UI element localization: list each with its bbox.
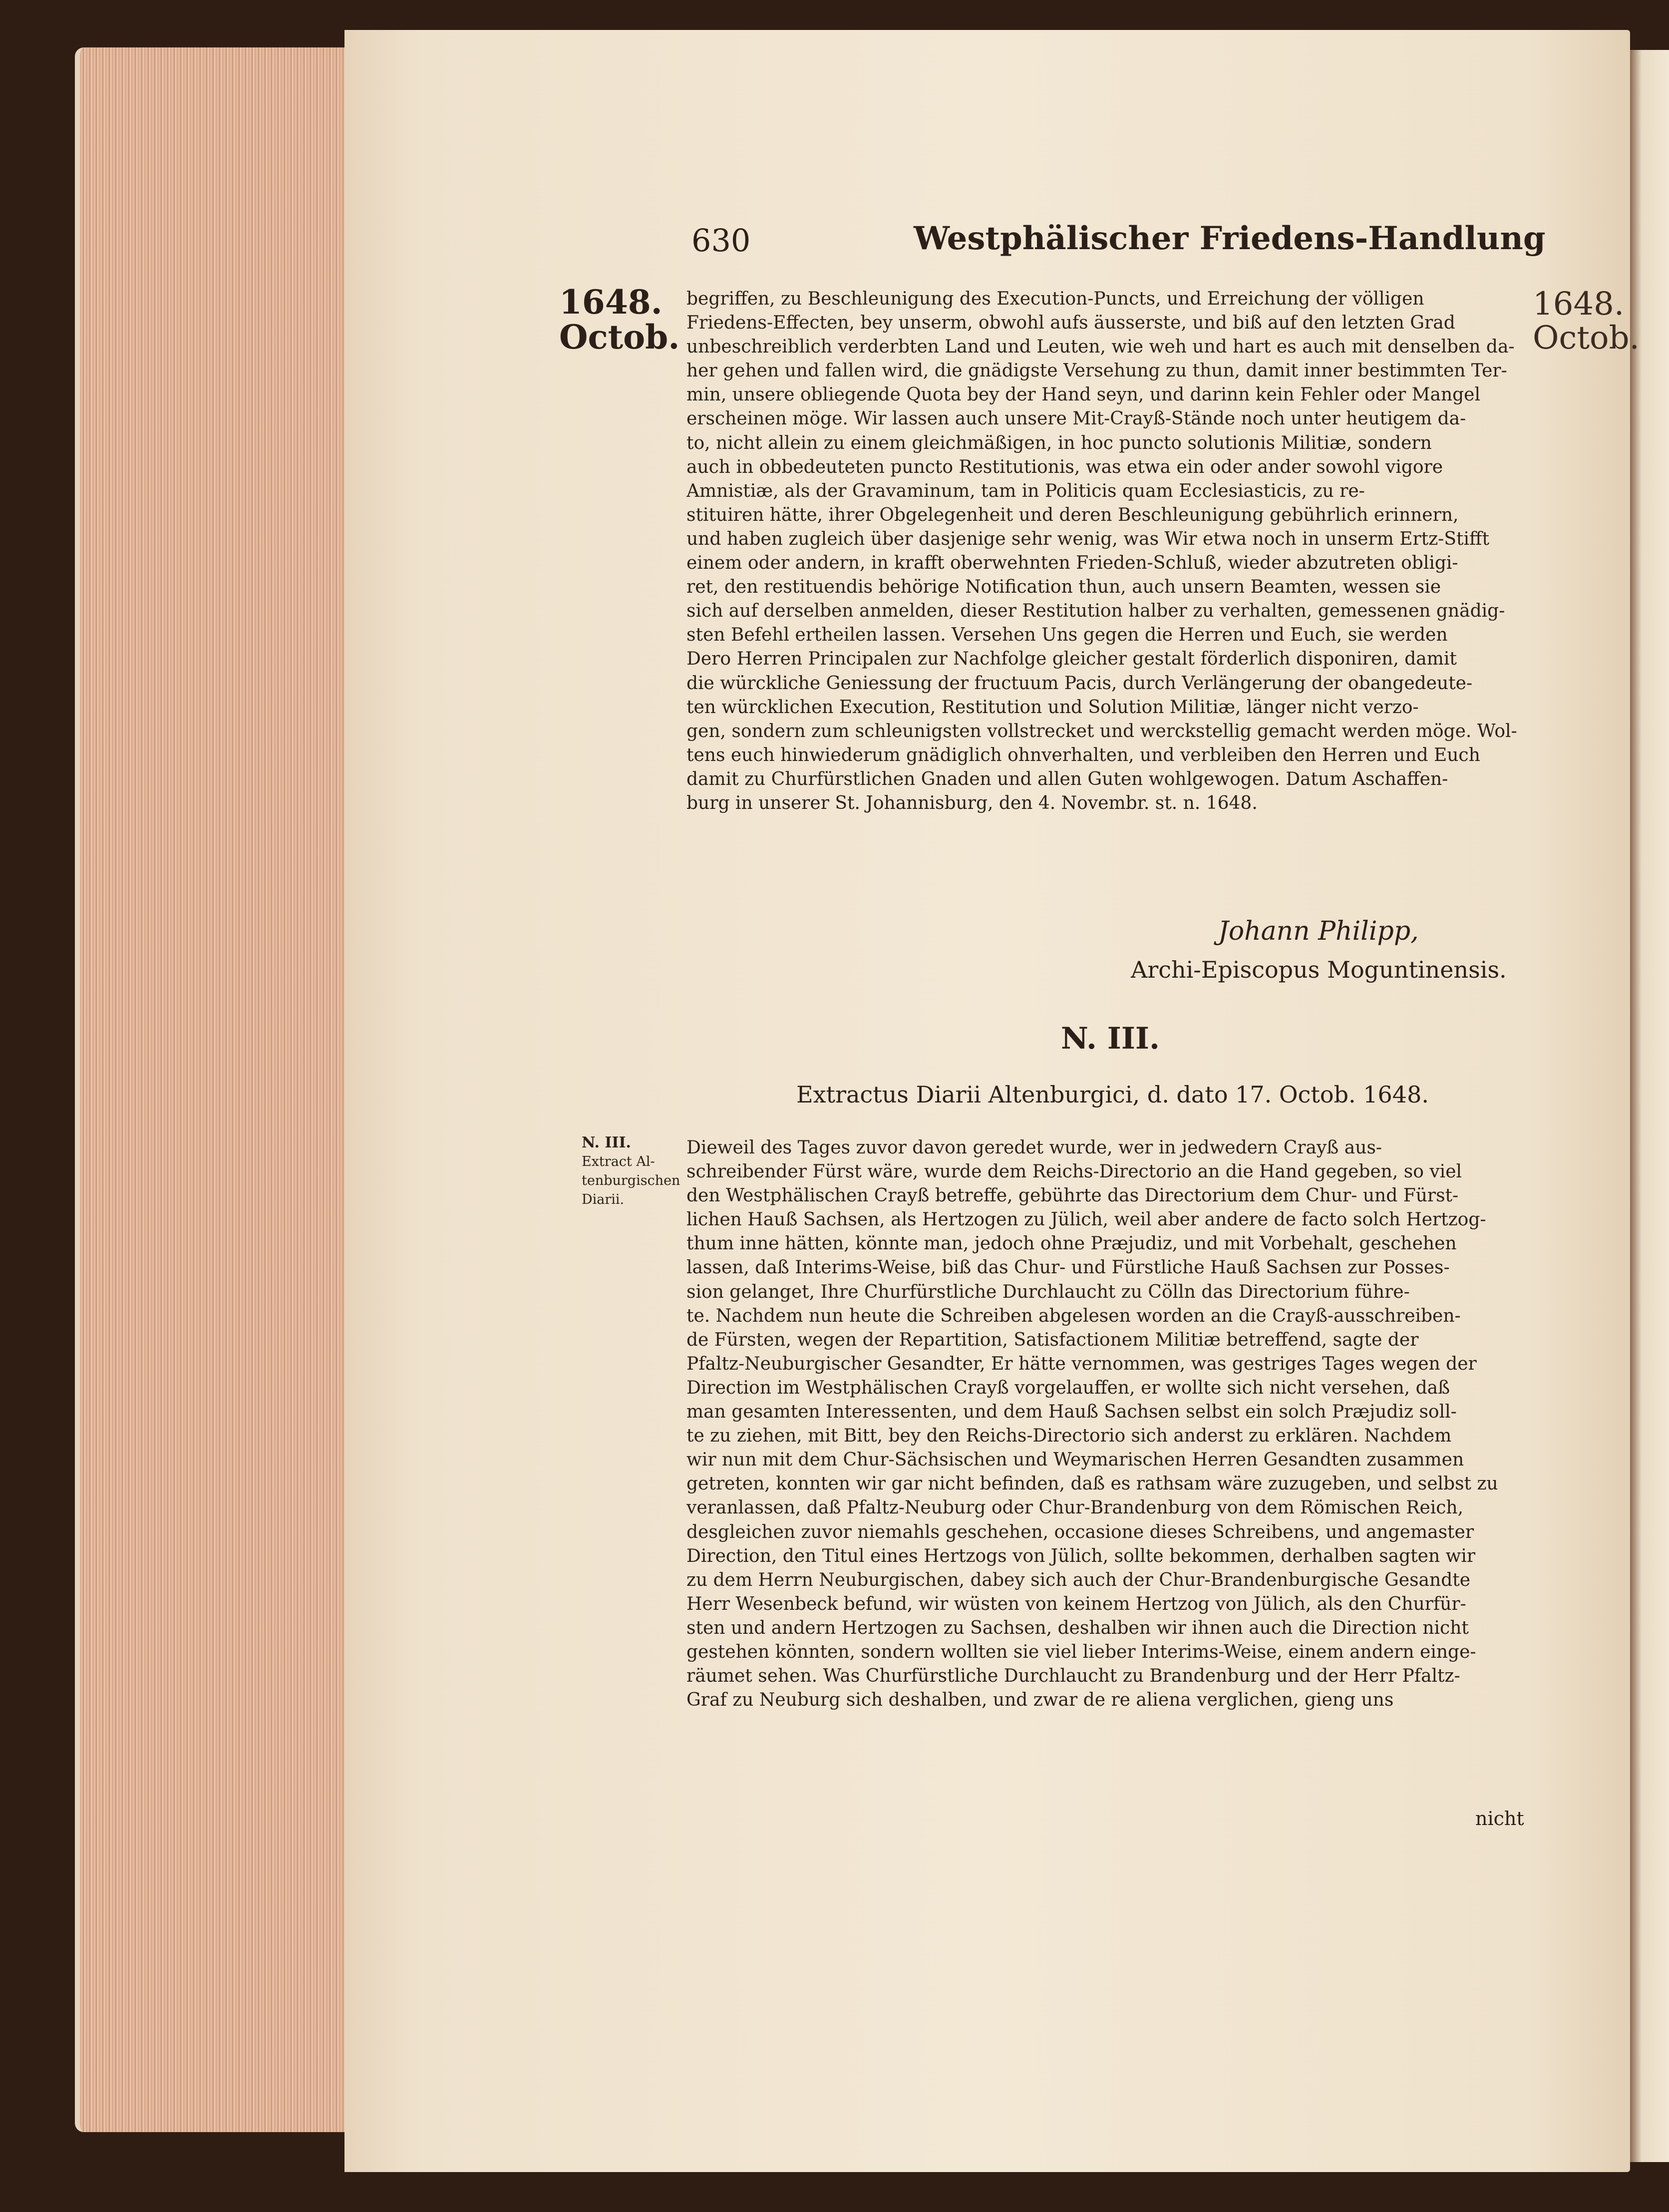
text-line: tens euch hinwiederum gnädiglich ohnverhalten, und verbleiben den Herren und Euch	[686, 744, 1480, 765]
margin-note-line: N. III.	[582, 1134, 631, 1151]
text-line: te zu ziehen, mit Bitt, bey den Reichs-Directorio sich anderst zu erklären. Nachdem	[686, 1426, 1452, 1447]
text-line: Direction im Westphälischen Crayß vorgelauffen, er wollte sich nicht versehen, daß	[686, 1377, 1450, 1398]
text-line: sion gelanget, Ihre Churfürstliche Durchlaucht zu Cölln das Directorium führe-	[686, 1281, 1410, 1302]
text-line: erscheinen möge. Wir lassen auch unsere Mit-Crayß-Stände noch unter heutigem da-	[686, 408, 1466, 429]
date-marker-right	[1533, 287, 1640, 355]
text-line: die würckliche Geniessung der fructuum Pacis, durch Verlängerung der obangedeute-	[686, 673, 1473, 694]
date-month: Octob.	[559, 318, 680, 357]
signature-title: Archi-Episcopus Moguntinensis.	[1131, 956, 1507, 983]
date-year: 1648.	[1533, 286, 1625, 323]
signature-name: Johann Philipp,	[1218, 916, 1419, 946]
text-line: man gesamten Interessenten, und dem Hauß Sachsen selbst ein solch Præjudiz soll-	[686, 1402, 1457, 1423]
text-line: auch in obbedeuteten puncto Restitutionis, was etwa ein oder ander sowohl vigore	[686, 456, 1443, 477]
text-line: begriffen, zu Beschleunigung des Execution-Puncts, und Erreichung der völligen	[686, 289, 1424, 309]
date-month: Octob.	[1533, 320, 1640, 357]
margin-note-line: Extract Al-	[582, 1154, 655, 1169]
facing-page-edge	[1630, 50, 1669, 2162]
text-line: sten Befehl ertheilen lassen. Versehen Uns gegen die Herren und Euch, sie werden	[686, 625, 1448, 646]
text-line: räumet sehen. Was Churfürstliche Durchlaucht zu Brandenburg und der Herr Pfaltz-	[686, 1666, 1460, 1687]
page-number: 630	[691, 222, 751, 259]
text-line: sich auf derselben anmelden, dieser Restitution halber zu verhalten, gemessenen gnädig-	[686, 601, 1505, 622]
text-line: to, nicht allein zu einem gleichmäßigen, in hoc puncto solutionis Militiæ, sondern	[686, 432, 1432, 453]
margin-note	[582, 1133, 680, 1209]
text-line: veranlassen, daß Pfaltz-Neuburg oder Chur-Brandenburg von dem Römischen Reich,	[686, 1497, 1464, 1518]
text-line: te. Nachdem nun heute die Schreiben abgelesen worden an die Crayß-ausschreiben-	[686, 1305, 1461, 1326]
text-line: lassen, daß Interims-Weise, biß das Chur- und Fürstliche Hauß Sachsen zur Posses-	[686, 1257, 1450, 1278]
text-line: ten würcklichen Execution, Restitution und Solution Militiæ, länger nicht verzo-	[686, 697, 1419, 718]
text-line: Graf zu Neuburg sich deshalben, und zwar de re aliena verglichen, gieng uns	[686, 1690, 1394, 1711]
letter-text	[686, 287, 1528, 815]
date-year: 1648.	[559, 283, 663, 322]
text-line: Amnistiæ, als der Gravaminum, tam in Politicis quam Ecclesiasticis, zu re-	[686, 480, 1365, 501]
text-line: damit zu Churfürstlichen Gnaden und allen Guten wohlgewogen. Datum Aschaffen-	[686, 768, 1448, 789]
text-line: thum inne hätten, könnte man, jedoch ohne Præjudiz, und mit Vorbehalt, geschehen	[686, 1233, 1457, 1254]
section-title: Extractus Diarii Altenburgici, d. dato 17. Octob. 1648.	[796, 1081, 1429, 1108]
text-line: stituiren hätte, ihrer Obgelegenheit und deren Beschleunigung gebührlich erinnern,	[686, 504, 1459, 525]
text-line: sten und andern Hertzogen zu Sachsen, deshalben wir ihnen auch die Direction nicht	[686, 1617, 1469, 1638]
text-line: unbeschreiblich verderbten Land und Leuten, wie weh und hart es auch mit denselben da-	[686, 337, 1515, 358]
text-line: zu dem Herrn Neuburgischen, dabey sich auch der Chur-Brandenburgische Gesandte	[686, 1569, 1471, 1590]
text-line: Dero Herren Principalen zur Nachfolge gleicher gestalt förderlich disponiren, damit	[686, 649, 1457, 670]
text-line: Direction, den Titul eines Hertzogs von Jülich, sollte bekommen, derhalben sagten wir	[686, 1545, 1476, 1566]
running-title: Westphälischer Friedens-Handlung	[914, 220, 1546, 257]
text-line: her gehen und fallen wird, die gnädigste Versehung zu thun, damit inner bestimmten Ter-	[686, 361, 1507, 381]
text-line: Friedens-Effecten, bey unserm, obwohl aufs äusserste, und biß auf den letzten Grad	[686, 313, 1455, 334]
text-line: ret, den restituendis behörige Notification thun, auch unsern Beamten, wessen sie	[686, 577, 1441, 598]
date-marker-left	[559, 285, 679, 355]
text-line: und haben zugleich über dasjenige sehr wenig, was Wir etwa noch in unserm Ertz-Stifft	[686, 528, 1490, 549]
text-line: desgleichen zuvor niemahls geschehen, occasione dieses Schreibens, und angemaster	[686, 1521, 1474, 1542]
text-line: einem oder andern, in krafft oberwehnten Frieden-Schluß, wieder abzutreten obligi-	[686, 553, 1458, 574]
text-line: de Fürsten, wegen der Repartition, Satisfactionem Militiæ betreffend, sagte der	[686, 1329, 1419, 1350]
text-line: schreibender Fürst wäre, wurde dem Reichs-Directorio an die Hand gegeben, so viel	[686, 1161, 1462, 1182]
text-line: lichen Hauß Sachsen, als Hertzogen zu Jülich, weil aber andere de facto solch Hertzog-	[686, 1209, 1486, 1230]
section-number: N. III.	[1061, 1021, 1160, 1056]
text-line: min, unsere obliegende Quota bey der Hand seyn, und darinn kein Fehler oder Mangel	[686, 384, 1480, 405]
text-line: burg in unserer St. Johannisburg, den 4. Novembr. st. n. 1648.	[686, 792, 1258, 813]
extract-text	[686, 1136, 1528, 1712]
margin-note-line: tenburgischen	[582, 1173, 680, 1188]
book-page-edges	[75, 47, 364, 2132]
text-line: den Westphälischen Crayß betreffe, gebührte das Directorium dem Chur- und Fürst-	[686, 1185, 1459, 1206]
text-line: Pfaltz-Neuburgischer Gesandter, Er hätte vernommen, was gestriges Tages wegen der	[686, 1353, 1477, 1374]
text-line: gen, sondern zum schleunigsten vollstrecket und werckstellig gemacht werden möge. Wol-	[686, 721, 1517, 741]
text-line: gestehen könnten, sondern wollten sie viel lieber Interims-Weise, einem andern einge-	[686, 1641, 1476, 1662]
text-line: getreten, konnten wir gar nicht befinden, daß es rathsam wäre zuzugeben, und selbst zu	[686, 1474, 1498, 1494]
text-line: wir nun mit dem Chur-Sächsischen und Weymarischen Herren Gesandten zusammen	[686, 1450, 1464, 1471]
text-line: Dieweil des Tages zuvor davon geredet wurde, wer in jedwedern Crayß aus-	[686, 1137, 1382, 1158]
catchword: nicht	[1475, 1808, 1524, 1830]
margin-note-line: Diarii.	[582, 1192, 625, 1207]
text-line: Herr Wesenbeck befund, wir wüsten von keinem Hertzog von Jülich, als den Churfür-	[686, 1593, 1466, 1614]
